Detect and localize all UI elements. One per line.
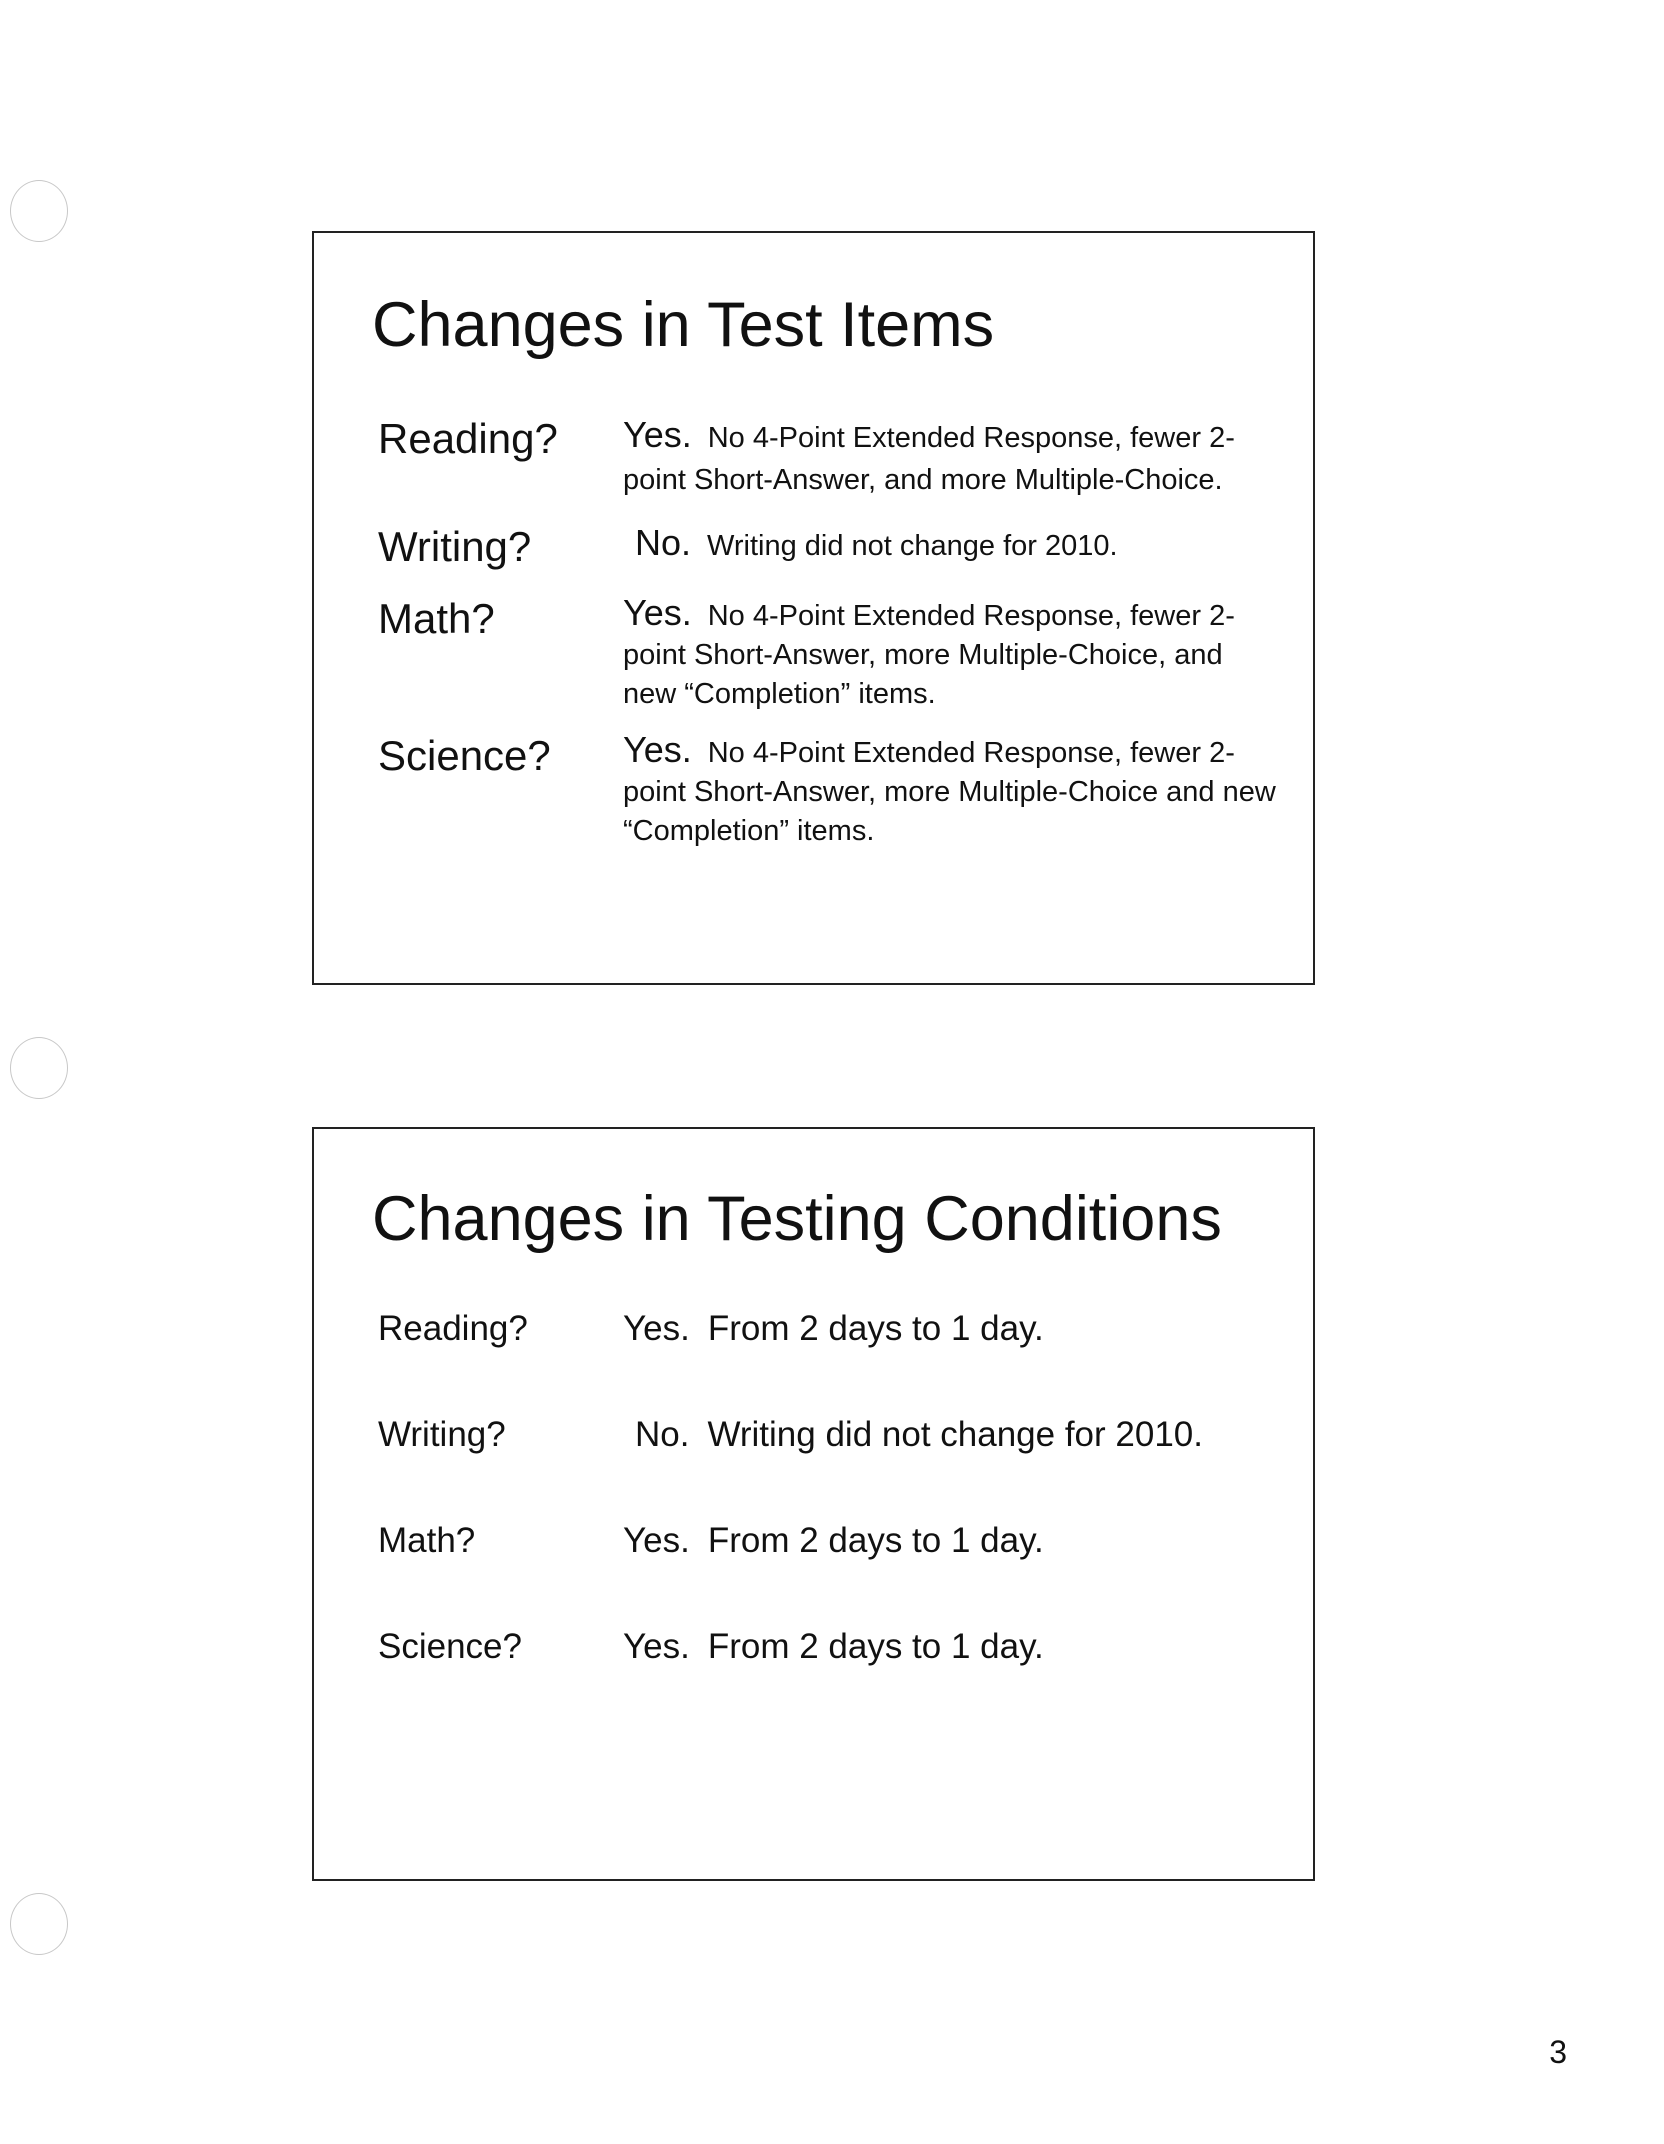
answer-text	[623, 523, 1283, 571]
answer-yes-no: Yes.	[623, 1309, 690, 1348]
answer-detail: From 2 days to 1 day.	[707, 1521, 1044, 1560]
subject-label: Math?	[378, 1521, 476, 1560]
punch-hole-middle	[10, 1037, 68, 1099]
answer-text	[623, 415, 1283, 505]
page-number: 3	[1549, 2034, 1567, 2070]
subject-label: Reading?	[378, 1309, 528, 1348]
answer-detail: No 4-Point Extended Response, fewer 2-point Short-Answer, more Multiple-Choice and new “Completion” items.	[623, 737, 1276, 847]
answer-detail: Writing did not change for 2010.	[707, 530, 1118, 562]
subject-label: Reading?	[378, 415, 558, 462]
answer-yes-no: No.	[635, 1415, 690, 1454]
answer-yes-no: No.	[635, 522, 692, 563]
answer-detail: No 4-Point Extended Response, fewer 2-point Short-Answer, more Multiple-Choice, and new “Completion” items.	[623, 600, 1235, 710]
answer-yes-no: Yes.	[623, 729, 692, 770]
slide-title: Changes in Testing Conditions	[372, 1184, 1222, 1254]
answer-detail: From 2 days to 1 day.	[707, 1309, 1044, 1348]
answer-yes-no: Yes.	[623, 414, 692, 455]
slide-title: Changes in Test Items	[372, 290, 995, 360]
subject-label: Science?	[378, 1627, 522, 1666]
answer-detail: Writing did not change for 2010.	[707, 1415, 1203, 1454]
subject-label: Writing?	[378, 523, 532, 570]
answer-text	[623, 1627, 1283, 1667]
subject-label: Writing?	[378, 1415, 506, 1454]
answer-text	[623, 1309, 1283, 1349]
answer-text	[623, 729, 1283, 853]
answer-yes-no: Yes.	[623, 592, 692, 633]
slide-testing-conditions	[312, 1127, 1315, 1881]
subject-label: Math?	[378, 595, 495, 642]
answer-text	[623, 592, 1283, 716]
subject-label: Science?	[378, 732, 551, 779]
punch-hole-bottom	[10, 1893, 68, 1955]
answer-yes-no: Yes.	[623, 1521, 690, 1560]
slide-test-items	[312, 231, 1315, 985]
answer-detail: No 4-Point Extended Response, fewer 2-point Short-Answer, and more Multiple-Choice.	[623, 422, 1235, 496]
answer-yes-no: Yes.	[623, 1627, 690, 1666]
answer-detail: From 2 days to 1 day.	[707, 1627, 1044, 1666]
answer-text	[623, 1521, 1283, 1561]
answer-text	[623, 1415, 1283, 1455]
punch-hole-top	[10, 180, 68, 242]
